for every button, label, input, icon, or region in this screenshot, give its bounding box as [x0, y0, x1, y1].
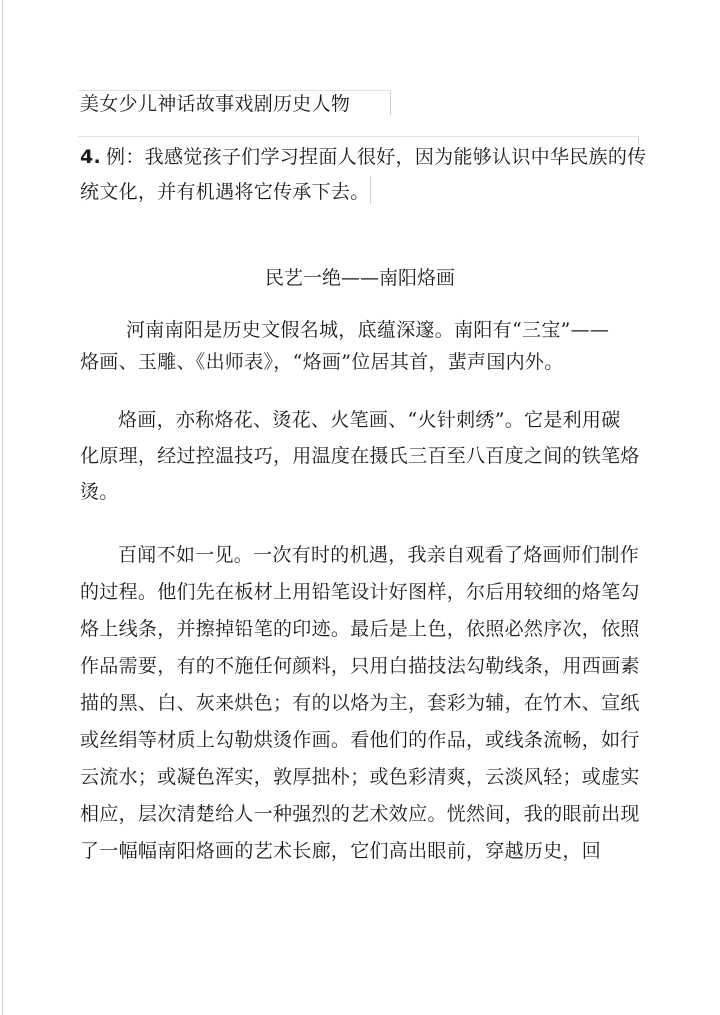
paragraph-line: 云流水；或凝色浑实，敦厚拙朴；或色彩清爽，云淡风轻；或虚实 — [80, 766, 640, 788]
paragraph-line: 烫。 — [80, 481, 119, 503]
page-left-edge — [2, 0, 3, 1015]
paragraph-line: 河南南阳是历史文假名城，底蕴深邃。南阳有“三宝”—— — [126, 319, 610, 341]
paragraph-line: 百闻不如一见。一次有时的机遇，我亲自观看了烙画师们制作 — [118, 544, 640, 566]
paragraph-line: 化原理，经过控温技巧，用温度在摄氏三百至八百度之间的铁笔烙 — [80, 445, 640, 467]
category-list-line: 美女少儿神话故事戏剧历史人物 — [80, 93, 351, 115]
paragraph-line: 作品需要，有的不施任何颜料，只用白描技法勾勒线条，用西画素 — [80, 655, 640, 677]
paragraph-line: 烙画、玉雕、《出师表》，“烙画”位居其首，蜚声国内外。 — [80, 351, 564, 373]
article-title: 民艺一绝——南阳烙画 — [264, 267, 455, 289]
example-number: 4. — [80, 146, 102, 168]
paragraph-line: 了一幅幅南阳烙画的艺术长廊，它们高出眼前，穿越历史，回 — [80, 840, 602, 862]
paragraph-line: 相应，层次清楚给人一种强烈的艺术效应。恍然间，我的眼前出现 — [80, 803, 640, 825]
paragraph-line: 或丝绢等材质上勾勒烘烫作画。看他们的作品，或线条流畅，如行 — [80, 729, 640, 751]
example-line-2: 统文化，并有机遇将它传承下去。 — [80, 181, 370, 203]
paragraph-line: 的过程。他们先在板材上用铅笔设计好图样，尔后用较细的烙笔勾 — [80, 581, 640, 603]
paragraph-line: 烙上线条，并擦掉铅笔的印迹。最后是上色，依照必然序次，依照 — [80, 618, 640, 640]
paragraph-line: 描的黑、白、灰来烘色；有的以烙为主，套彩为辅，在竹木、宣纸 — [80, 692, 640, 714]
paragraph-line: 烙画，亦称烙花、烫花、火笔画、“火针刺绣”。它是利用碳 — [118, 409, 621, 431]
example-line-1 — [80, 145, 646, 169]
example-text: 例：我感觉孩子们学习捏面人很好，因为能够认识中华民族的传 — [106, 146, 647, 168]
